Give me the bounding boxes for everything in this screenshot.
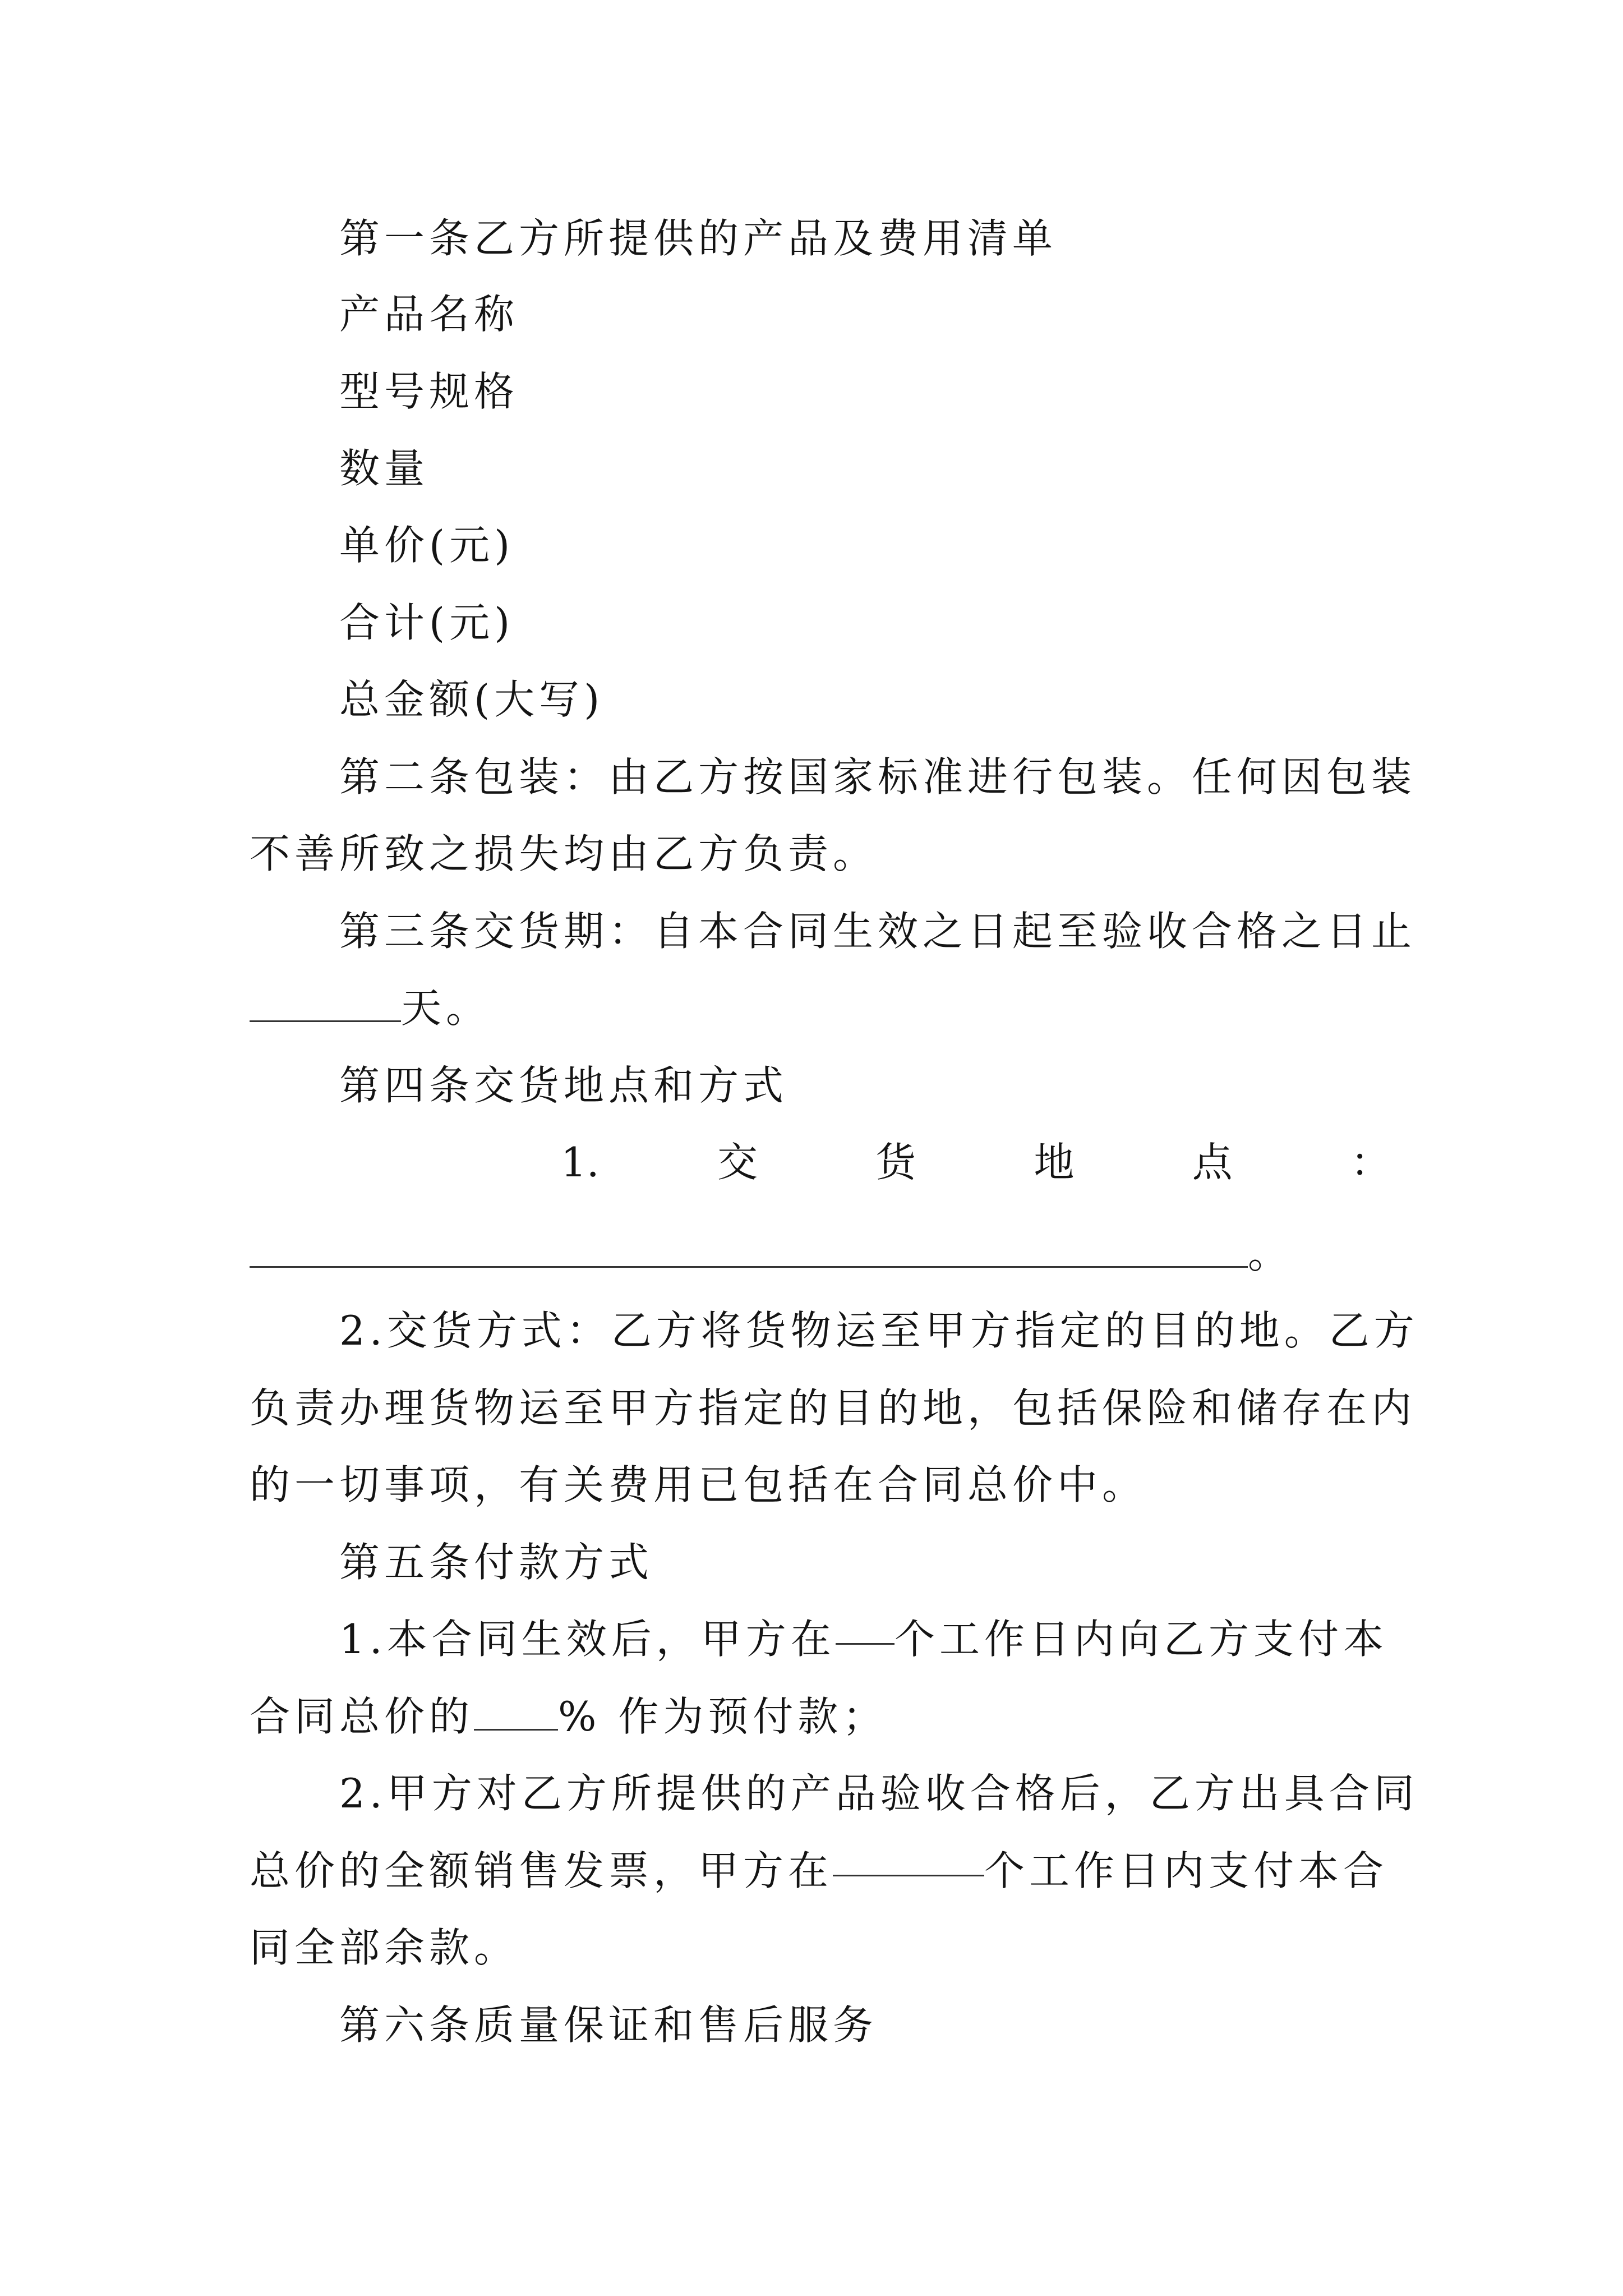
list-item: 型号规格 <box>339 368 519 415</box>
article-3-line-1: 第三条交货期：自本合同生效之日起至验收合格之日止 <box>339 908 1417 955</box>
delivery-location-line <box>561 1131 1391 1193</box>
article-5-item-1-line-1 <box>339 1608 1388 1670</box>
article-4-title: 第四条交货地点和方式 <box>339 1062 789 1109</box>
article-4-item-2-line-2: 负责办理货物运至甲方指定的目的地，包括保险和储存在内 <box>250 1384 1417 1432</box>
delivery-location-char: ： <box>1350 1139 1391 1186</box>
list-item: 单价(元) <box>339 522 515 569</box>
article-5-item-1-line-2 <box>250 1686 1388 1747</box>
article-2-line-2: 不善所致之损失均由乙方负责。 <box>250 830 878 877</box>
article-5-item-2-text-a: 总价的全额销售发票，甲方在 <box>250 1847 833 1894</box>
delivery-location-char: 地 <box>1034 1139 1075 1186</box>
article-5-title: 第五条付款方式 <box>339 1539 654 1586</box>
delivery-location-char: 1. <box>561 1139 600 1186</box>
article-5-item-1-text-b: 个工作日内向乙方支付本 <box>894 1616 1388 1663</box>
list-item: 产品名称 <box>339 291 519 338</box>
article-5-item-1-text-c: 合同总价的 <box>250 1693 474 1740</box>
article-1-title: 第一条乙方所提供的产品及费用清单 <box>339 215 1058 262</box>
delivery-location-char: 货 <box>875 1139 916 1186</box>
article-5-item-2-line-3: 同全部余款。 <box>250 1924 519 1971</box>
list-item: 总金额(大写) <box>339 676 605 723</box>
article-3-line-2 <box>250 977 1388 1039</box>
article-6-title: 第六条质量保证和售后服务 <box>339 2001 878 2049</box>
article-2-line-1: 第二条包装：由乙方按国家标准进行包装。任何因包装 <box>339 753 1417 800</box>
percent-blank <box>474 1694 558 1731</box>
article-3-line-2-tail: 天。 <box>401 984 491 1032</box>
delivery-location-blank-line <box>250 1223 1288 1285</box>
article-4-item-2-line-1: 2.交货方式：乙方将货物运至甲方指定的目的地。乙方 <box>339 1307 1419 1354</box>
article-5-item-2-text-b: 个工作日内支付本合 <box>984 1847 1388 1894</box>
article-4-item-2-line-3: 的一切事项，有关费用已包括在合同总价中。 <box>250 1461 1147 1508</box>
delivery-location-end: 。 <box>1248 1230 1289 1277</box>
article-5-item-2-line-2 <box>250 1840 1388 1902</box>
delivery-location-blank <box>250 1231 1248 1268</box>
list-item: 合计(元) <box>339 599 515 646</box>
payment-days-blank <box>833 1840 984 1876</box>
article-5-item-1-text-d: % 作为预付款； <box>558 1693 888 1740</box>
list-item: 数量 <box>339 445 430 492</box>
delivery-location-char: 交 <box>717 1139 758 1186</box>
workdays-blank <box>836 1608 895 1645</box>
article-5-item-2-line-1: 2.甲方对乙方所提供的产品验收合格后，乙方出具合同 <box>339 1770 1419 1817</box>
article-5-item-1-text-a: 1.本合同生效后，甲方在 <box>339 1616 836 1663</box>
days-blank <box>250 986 401 1022</box>
delivery-location-char: 点 <box>1192 1139 1233 1186</box>
